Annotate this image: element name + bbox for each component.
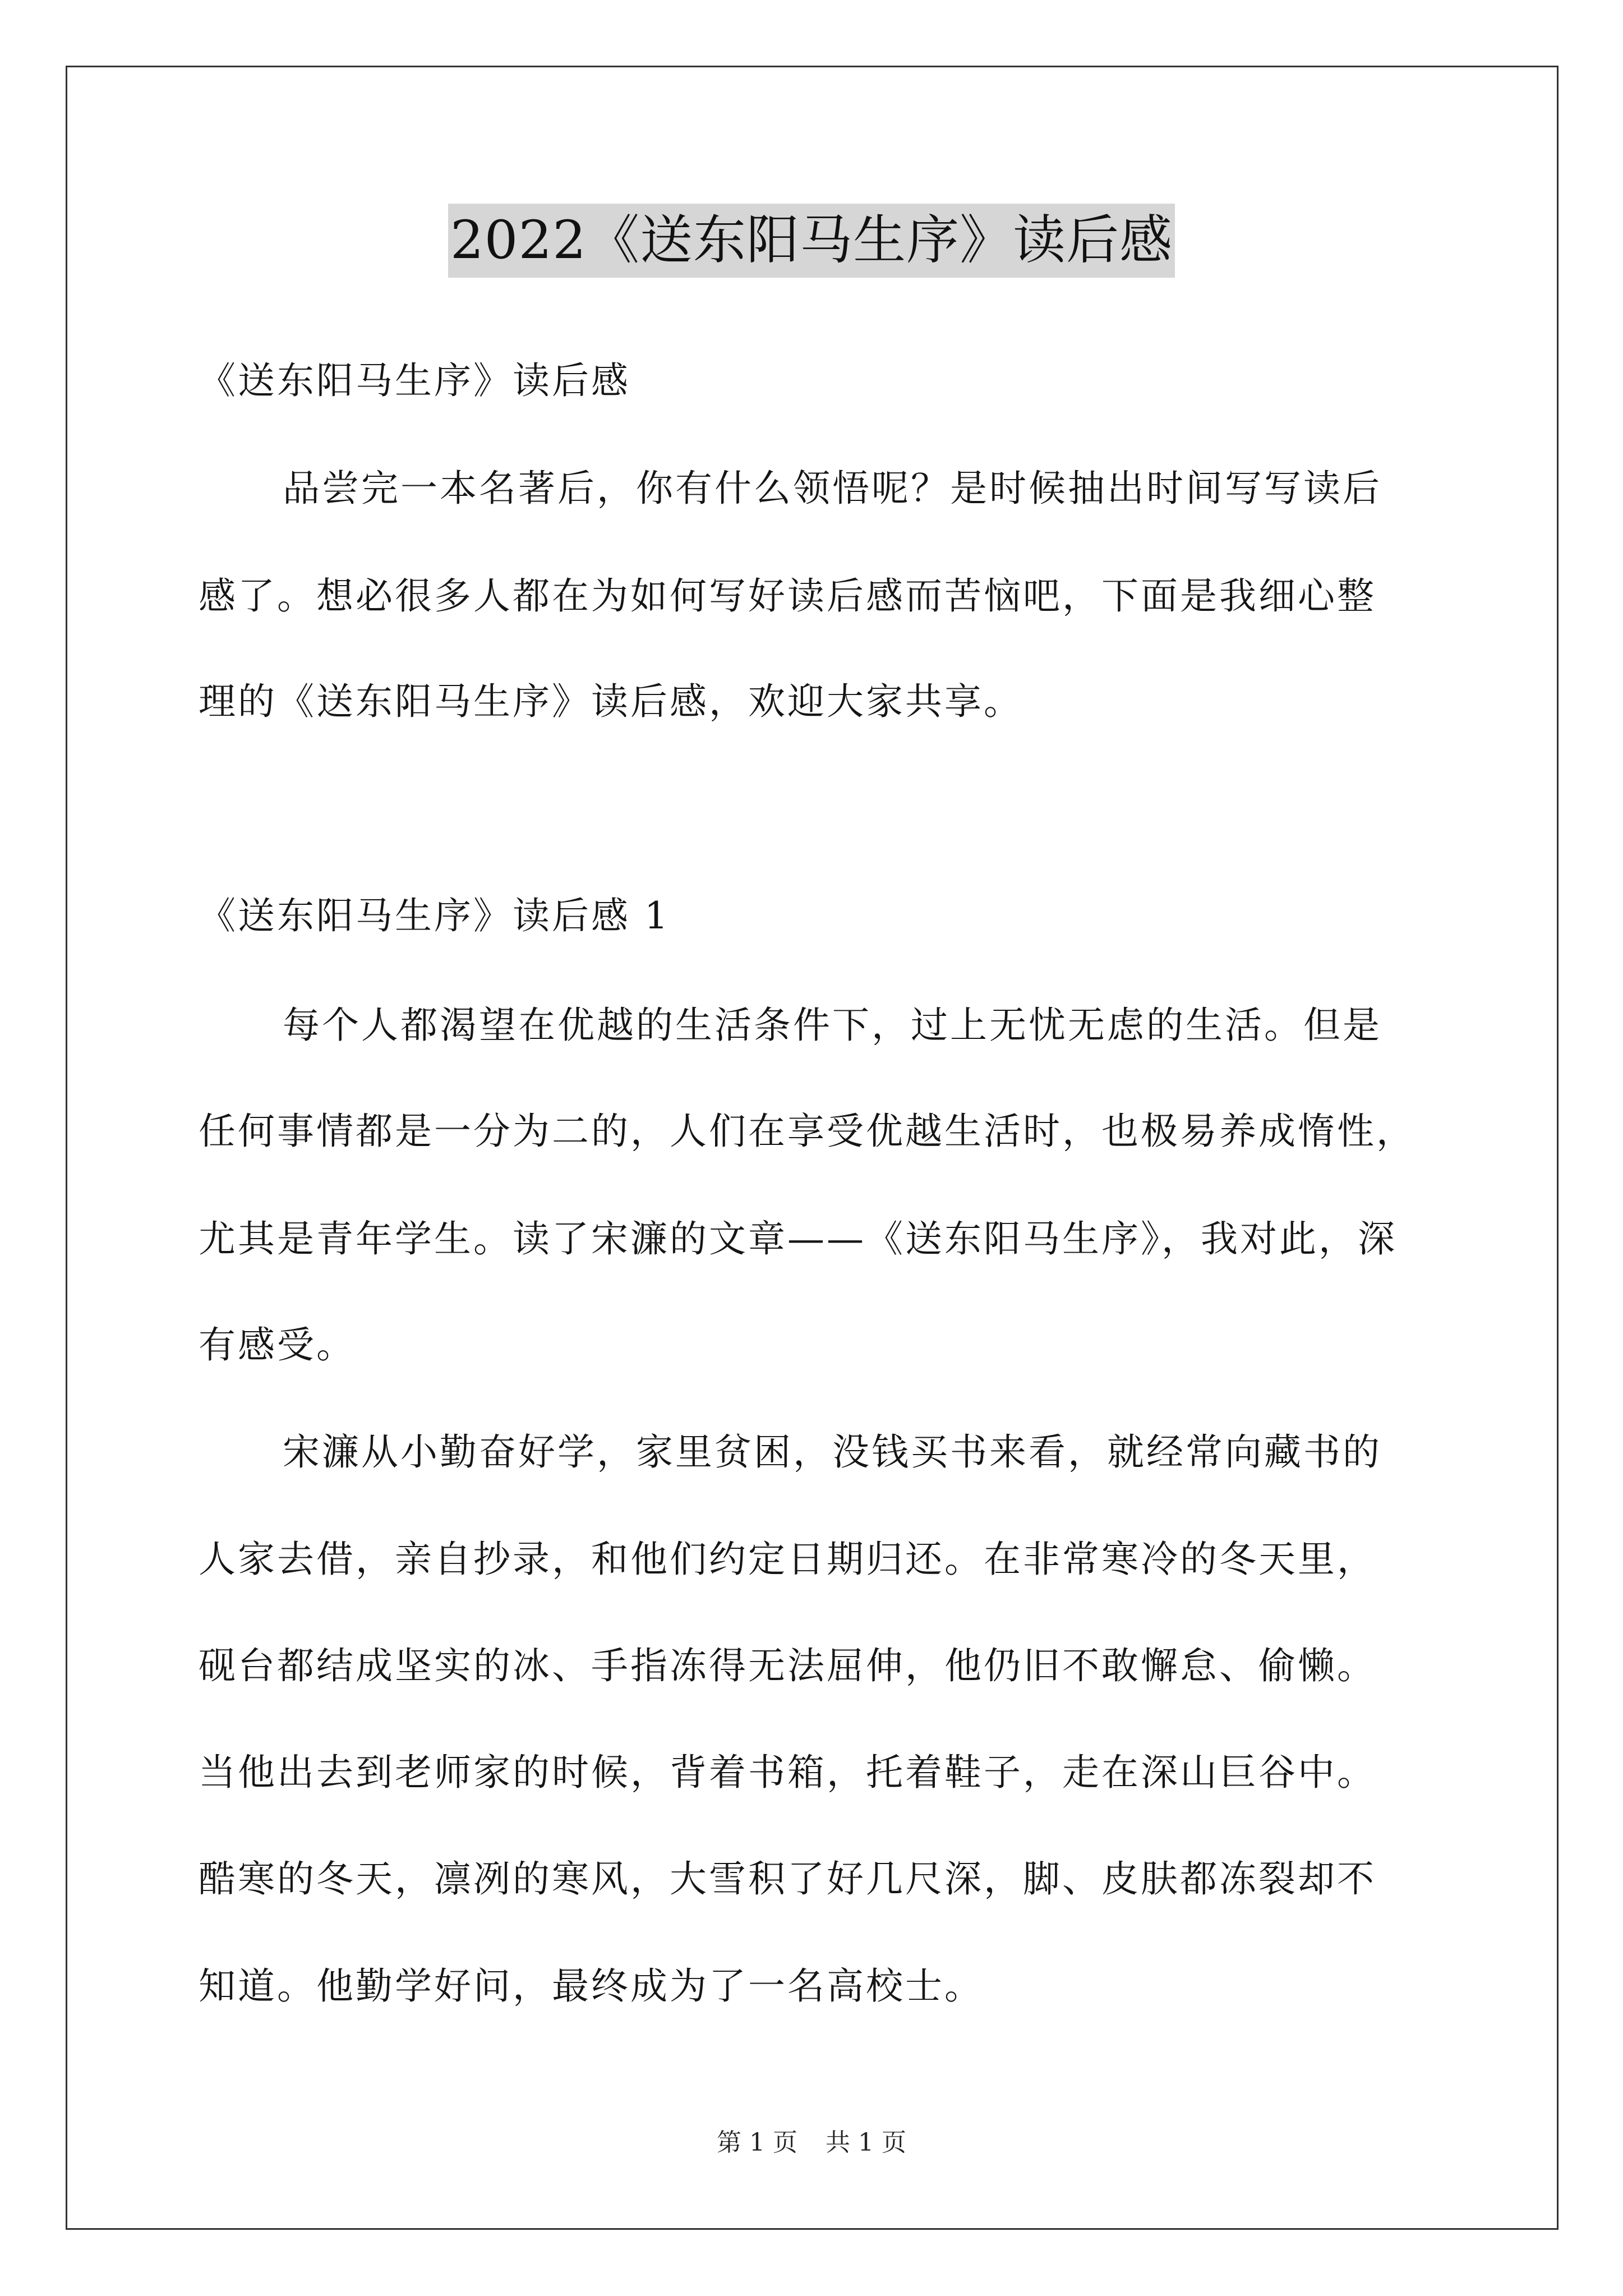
paragraph-line: 当他出去到老师家的时候，背着书箱，托着鞋子，走在深山巨谷中。 (199, 1751, 1376, 1794)
page-footer (0, 2126, 1623, 2160)
paragraph-line: 品尝完一本名著后，你有什么领悟呢？是时候抽出时间写写读后 (283, 467, 1382, 510)
paragraph-line: 酷寒的冬天，凛冽的寒风，大雪积了好几尺深，脚、皮肤都冻裂却不 (199, 1857, 1376, 1901)
paragraph-line: 宋濂从小勤奋好学，家里贫困，没钱买书来看，就经常向藏书的 (283, 1430, 1382, 1474)
paragraph-line: 人家去借，亲自抄录，和他们约定日期归还。在非常寒冷的冬天里， (199, 1538, 1376, 1581)
document-title: 2022《送东阳马生序》读后感 (448, 204, 1175, 278)
page-number: 第 1 页 (717, 2128, 797, 2157)
paragraph-line: 尤其是青年学生。读了宋濂的文章——《送东阳马生序》，我对此，深 (199, 1217, 1397, 1260)
paragraph-line: 有感受。 (199, 1323, 356, 1366)
title-container (0, 204, 1623, 278)
section-heading-intro: 《送东阳马生序》读后感 (199, 359, 630, 402)
paragraph-line: 知道。他勤学好问，最终成为了一名高校士。 (199, 1964, 984, 2008)
paragraph-line: 任何事情都是一分为二的，人们在享受优越生活时，也极易养成惰性， (199, 1110, 1415, 1153)
paragraph-line: 砚台都结成坚实的冰、手指冻得无法屈伸，他仍旧不敢懈怠、偷懒。 (199, 1644, 1376, 1687)
page-count: 共 1 页 (826, 2128, 906, 2157)
paragraph-line: 理的《送东阳马生序》读后感，欢迎大家共享。 (199, 680, 1023, 723)
section-heading-1: 《送东阳马生序》读后感 1 (199, 894, 670, 937)
paragraph-line: 感了。想必很多人都在为如何写好读后感而苦恼吧，下面是我细心整 (199, 574, 1376, 618)
paragraph-line: 每个人都渴望在优越的生活条件下，过上无忧无虑的生活。但是 (283, 1004, 1382, 1047)
